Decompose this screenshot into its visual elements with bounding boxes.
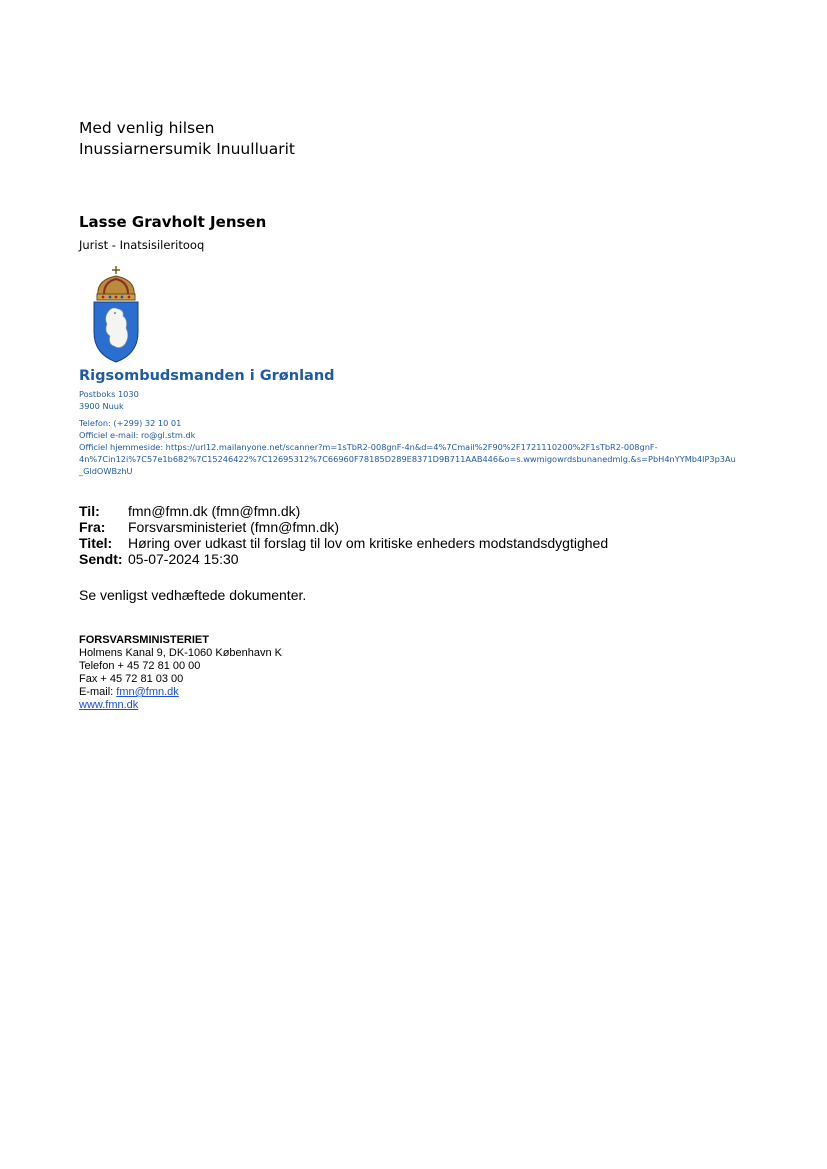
organization-address-1: Postboks 1030 <box>79 389 139 399</box>
organization-website-line-3: _GldOWBzhU <box>79 466 133 476</box>
from-label: Fra: <box>79 519 106 535</box>
signature-org: FORSVARSMINISTERIET <box>79 634 209 646</box>
organization-website-line-1: Officiel hjemmeside: https://url12.mailanyone.net/scanner?m=1sTbR2-008gnF-4n&d=4%7Cmail%2F90%2F1721110200%2F1sTbR2-008gnF- <box>79 442 658 452</box>
signature-website-line <box>79 699 138 711</box>
signature-email-link[interactable]: fmn@fmn.dk <box>116 686 179 698</box>
to-value: fmn@fmn.dk (fmn@fmn.dk) <box>128 503 301 519</box>
sent-value: 05-07-2024 15:30 <box>128 551 239 567</box>
from-value: Forsvarsministeriet (fmn@fmn.dk) <box>128 519 340 535</box>
greeting-line-2: Inussiarnersumik Inuulluarit <box>79 140 295 158</box>
sender-role: Jurist - Inatsisileritooq <box>79 238 205 252</box>
greeting-line-1: Med venlig hilsen <box>79 119 215 137</box>
title-value: Høring over udkast til forslag til lov om kritiske enheders modstandsdygtighed <box>128 535 609 551</box>
signature-website-link[interactable]: www.fmn.dk <box>79 699 139 711</box>
signature-fax: Fax + 45 72 81 03 00 <box>79 673 184 685</box>
sender-name: Lasse Gravholt Jensen <box>79 213 267 231</box>
organization-name: Rigsombudsmanden i Grønland <box>79 368 335 384</box>
signature-email-label: E-mail: <box>79 686 117 698</box>
organization-email: Officiel e-mail: ro@gl.stm.dk <box>79 430 196 440</box>
signature-email-line <box>79 686 179 698</box>
organization-website-line-2: 4n%7Cin12i%7C57e1b682%7C15246422%7C12695312%7C66960F78185D289E8371D9B711AAB446&o=s.wwmigowrdsbunanedmlg.&s=PbH4nYYMb4lP3p3Au <box>79 454 736 464</box>
message-body: Se venligst vedhæftede dokumenter. <box>79 587 307 603</box>
signature-phone: Telefon + 45 72 81 00 00 <box>79 660 201 672</box>
organization-phone: Telefon: (+299) 32 10 01 <box>79 418 182 428</box>
signature-address: Holmens Kanal 9, DK-1060 København K <box>79 647 283 659</box>
sent-label: Sendt: <box>79 551 123 567</box>
greenland-coat-of-arms-logo <box>90 266 142 364</box>
organization-address-2: 3900 Nuuk <box>79 401 124 411</box>
title-label: Titel: <box>79 535 113 551</box>
to-label: Til: <box>79 503 100 519</box>
